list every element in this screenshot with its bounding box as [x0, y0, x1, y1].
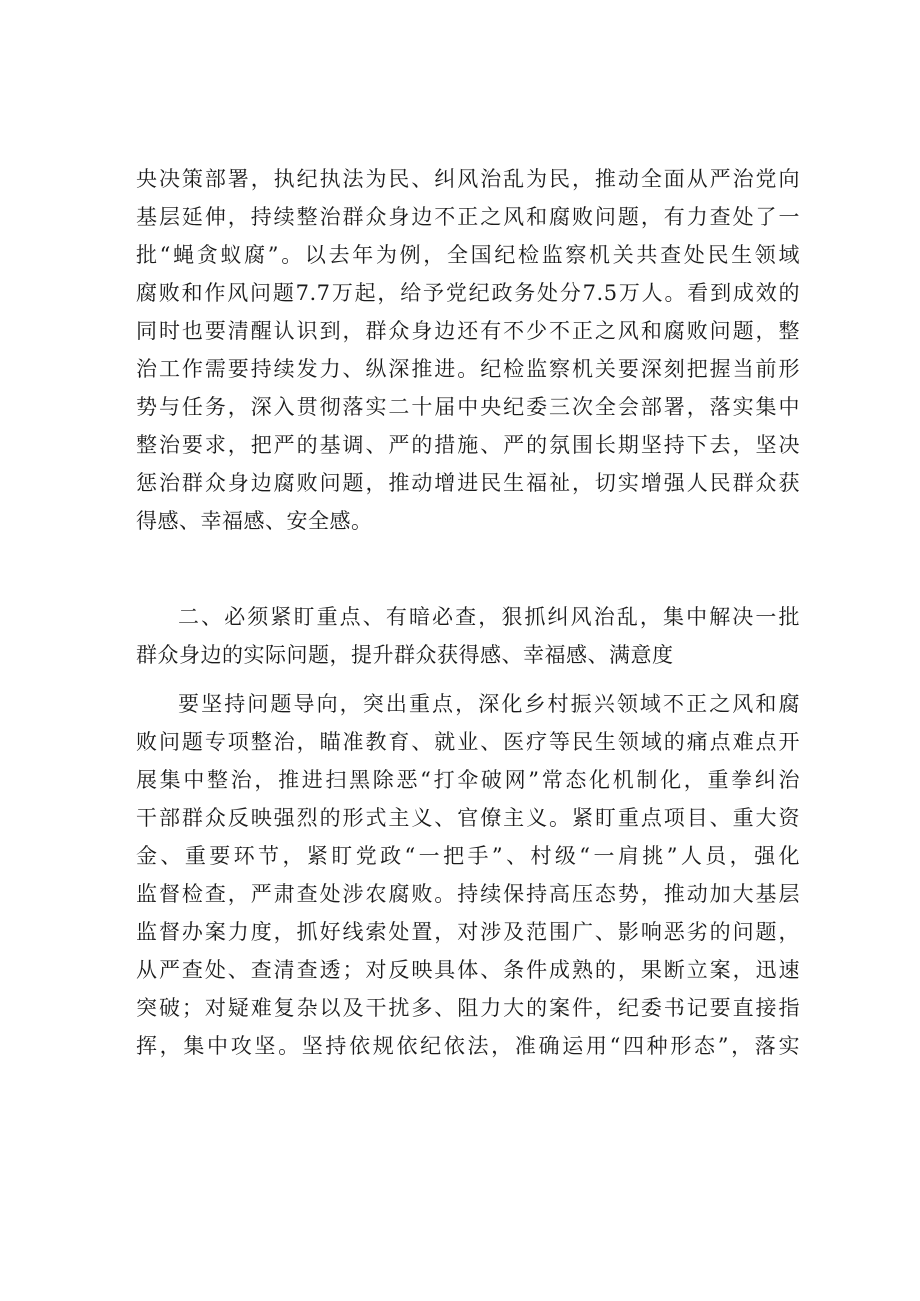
text-line: 得感、幸福感、安全感。 [136, 509, 373, 533]
heading-line: 二、必须紧盯重点、有暗必查，狠抓纠风治乱，集中解决一批 [178, 605, 800, 629]
text-line: 展集中整治，推进扫黑除恶“打伞破网”常态化机制化，重拳纠治 [136, 768, 800, 792]
text-line: 败问题专项整治，瞄准教育、就业、医疗等民生领域的痛点难点开 [136, 730, 800, 754]
text-line: 整治要求，把严的基调、严的措施、严的氛围长期坚持下去，坚决 [136, 433, 800, 457]
text-line: 干部群众反映强烈的形式主义、官僚主义。紧盯重点项目、重大资 [136, 806, 800, 830]
text-line: 突破；对疑难复杂以及干扰多、阻力大的案件，纪委书记要直接指 [136, 996, 800, 1020]
section-heading-2 [136, 598, 800, 674]
text-line: 势与任务，深入贯彻落实二十届中央纪委三次全会部署，落实集中 [136, 395, 800, 419]
text-line: 挥，集中攻坚。坚持依规依纪依法，准确运用“四种形态”，落实 [136, 1034, 800, 1058]
heading-line: 群众身边的实际问题，提升群众获得感、幸福感、满意度 [136, 643, 674, 667]
text-line: 同时也要清醒认识到，群众身边还有不少不正之风和腐败问题，整 [136, 319, 800, 343]
body-paragraph-1 [136, 160, 800, 540]
text-line: 央决策部署，执纪执法为民、纠风治乱为民，推动全面从严治党向 [136, 167, 800, 191]
text-line: 金、重要环节，紧盯党政“一把手”、村级“一肩挑”人员，强化 [136, 844, 800, 868]
body-paragraph-3 [136, 685, 800, 1065]
text-line: 腐败和作风问题7.7万起，给予党纪政务处分7.5万人。看到成效的 [136, 281, 800, 305]
text-line: 治工作需要持续发力、纵深推进。纪检监察机关要深刻把握当前形 [136, 357, 800, 381]
text-line: 基层延伸，持续整治群众身边不正之风和腐败问题，有力查处了一 [136, 205, 800, 229]
text-line: 监督检查，严肃查处涉农腐败。持续保持高压态势，推动加大基层 [136, 882, 800, 906]
text-line: 从严查处、查清查透；对反映具体、条件成熟的，果断立案，迅速 [136, 958, 800, 982]
text-line: 监督办案力度，抓好线索处置，对涉及范围广、影响恶劣的问题， [136, 920, 800, 944]
text-line: 批“蝇贪蚁腐”。以去年为例，全国纪检监察机关共查处民生领域 [136, 243, 800, 267]
text-line: 惩治群众身边腐败问题，推动增进民生福祉，切实增强人民群众获 [136, 471, 800, 495]
text-line: 要坚持问题导向，突出重点，深化乡村振兴领域不正之风和腐 [178, 692, 800, 716]
